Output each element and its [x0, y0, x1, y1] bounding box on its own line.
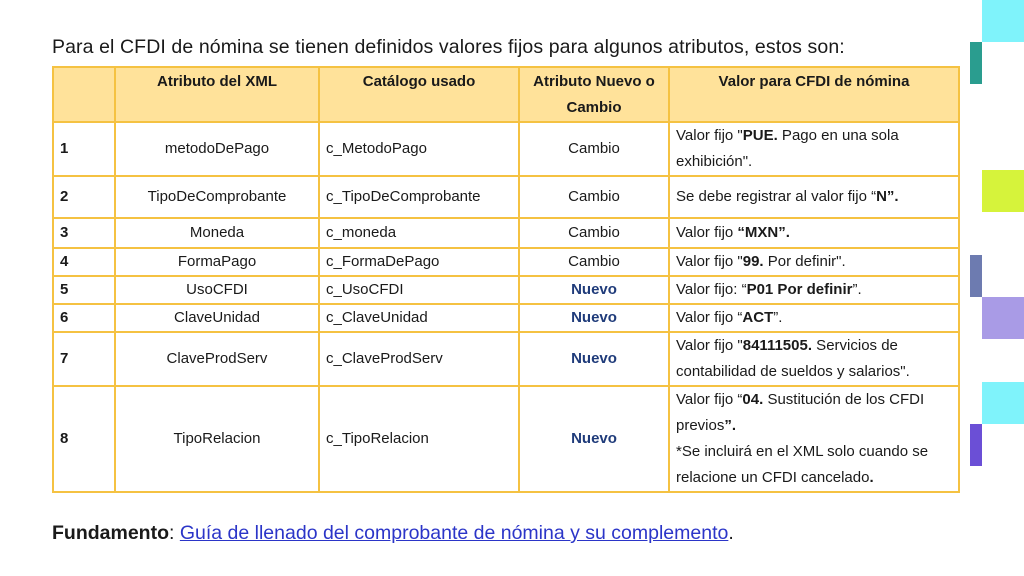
row-value: Valor fijo "99. Por definir". [669, 248, 959, 276]
row-number: 6 [53, 304, 115, 332]
deco-square-5 [982, 297, 1024, 339]
row-number: 3 [53, 218, 115, 248]
row-value: Valor fijo "PUE. Pago en una sola exhibición". [669, 122, 959, 176]
attributes-table [52, 66, 960, 493]
deco-square-6 [982, 382, 1024, 424]
header-attribute: Atributo del XML [115, 67, 319, 122]
row-attribute: ClaveUnidad [115, 304, 319, 332]
deco-square-2 [970, 42, 982, 84]
row-status: Cambio [519, 176, 669, 218]
row-attribute: ClaveProdServ [115, 332, 319, 386]
header-number [53, 67, 115, 122]
row-catalog: c_moneda [319, 218, 519, 248]
row-attribute: TipoDeComprobante [115, 176, 319, 218]
intro-text: Para el CFDI de nómina se tienen definidos valores fijos para algunos atributos, estos son: [52, 36, 845, 58]
footer-end: . [728, 522, 734, 544]
deco-square-4 [970, 255, 982, 297]
row-value: Valor fijo "84111505. Servicios de contabilidad de sueldos y salarios". [669, 332, 959, 386]
header-status [519, 67, 669, 122]
row-number: 4 [53, 248, 115, 276]
row-catalog: c_TipoDeComprobante [319, 176, 519, 218]
table-row [53, 332, 959, 386]
row-number: 7 [53, 332, 115, 386]
row-number: 5 [53, 276, 115, 304]
row-catalog: c_UsoCFDI [319, 276, 519, 304]
row-catalog: c_TipoRelacion [319, 386, 519, 492]
header-status-text: Atributo Nuevo o Cambio [533, 73, 655, 116]
table-row [53, 248, 959, 276]
deco-square-3 [982, 170, 1024, 212]
row-number: 2 [53, 176, 115, 218]
row-number: 1 [53, 122, 115, 176]
row-catalog: c_FormaDePago [319, 248, 519, 276]
row-value: Valor fijo “MXN”. [669, 218, 959, 248]
header-value: Valor para CFDI de nómina [669, 67, 959, 122]
row-number: 8 [53, 386, 115, 492]
row-attribute: FormaPago [115, 248, 319, 276]
table-row [53, 218, 959, 248]
row-attribute: Moneda [115, 218, 319, 248]
row-value: Valor fijo: “P01 Por definir”. [669, 276, 959, 304]
table-row [53, 386, 959, 492]
row-status: Nuevo [519, 386, 669, 492]
row-attribute: UsoCFDI [115, 276, 319, 304]
table-header-row [53, 67, 959, 122]
header-catalog: Catálogo usado [319, 67, 519, 122]
row-value: Valor fijo “ACT”. [669, 304, 959, 332]
footer-label: Fundamento [52, 522, 169, 544]
footer-separator: : [169, 522, 180, 544]
row-attribute: metodoDePago [115, 122, 319, 176]
row-status: Nuevo [519, 332, 669, 386]
row-catalog: c_ClaveUnidad [319, 304, 519, 332]
deco-square-7 [970, 424, 982, 466]
row-status: Nuevo [519, 276, 669, 304]
deco-square-1 [982, 0, 1024, 42]
table-row [53, 304, 959, 332]
table-row [53, 276, 959, 304]
table-row [53, 176, 959, 218]
row-attribute: TipoRelacion [115, 386, 319, 492]
row-status: Nuevo [519, 304, 669, 332]
row-catalog: c_ClaveProdServ [319, 332, 519, 386]
footer-link[interactable]: Guía de llenado del comprobante de nómina y su complemento [179, 522, 729, 544]
row-status: Cambio [519, 122, 669, 176]
row-status: Cambio [519, 248, 669, 276]
table-row [53, 122, 959, 176]
footer [52, 522, 734, 545]
table-body [53, 122, 959, 492]
row-value: Valor fijo “04. Sustitución de los CFDI previos”. *Se incluirá en el XML solo cuando se relacione un CFDI cancelado. [669, 386, 959, 492]
row-catalog: c_MetodoPago [319, 122, 519, 176]
row-status: Cambio [519, 218, 669, 248]
row-value: Se debe registrar al valor fijo “N”. [669, 176, 959, 218]
